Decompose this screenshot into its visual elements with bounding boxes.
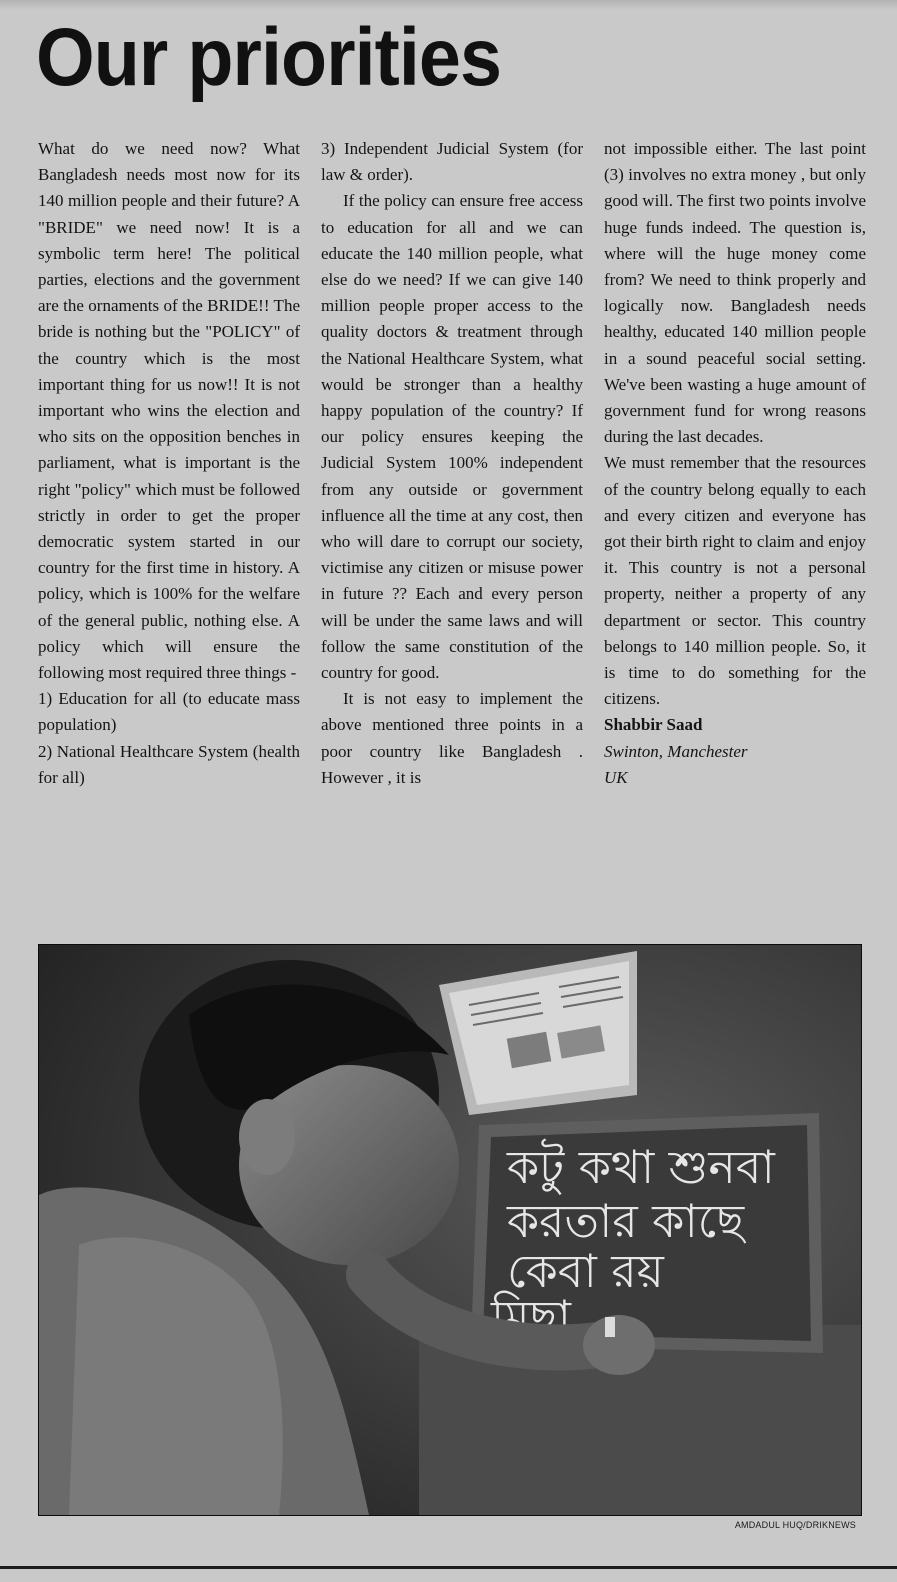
photo-credit: AMDADUL HUQ/DRIKNEWS <box>734 1520 856 1530</box>
paragraph: What do we need now? What Bangladesh needs most now for its 140 million people and their future? A "BRIDE" we need now! It is a symbolic term here! The political parties, elections and the government are the ornaments of the BRIDE!! The bride is nothing but the "POLICY" of the country which is the most important thing for us now!! It is not important who wins the election and who sits on the opposition benches in parliament, what is important is the right "policy" which must be followed strictly in order to get the proper democratic system started in our country for the first time in history. A policy, which is 100% for the welfare of the general public, nothing else. A policy which will ensure the following most required three things - <box>38 139 300 683</box>
author-country: UK <box>604 767 628 787</box>
column-3 <box>604 136 866 791</box>
paragraph: We must remember that the resources of the country belong equally to each and every citizen and everyone has got their birth right to claim and enjoy it. This country is not a personal property, neither a property of any department or sector. This country belongs to 140 million people. So, it is time to do something for the citizens. <box>604 453 866 709</box>
news-photo <box>38 944 862 1516</box>
slate-line: করতার কাছে <box>507 1194 745 1248</box>
paragraph: It is not easy to implement the above mentioned three points in a poor country like Bangladesh . However , it is <box>321 689 583 787</box>
list-item: 1) Education for all (to educate mass population) <box>38 689 300 735</box>
column-1 <box>38 136 300 791</box>
headline: Our priorities <box>36 12 502 103</box>
paragraph: If the policy can ensure free access to education for all and we can educate the 140 million people, what else do we need? If we can give 140 million people proper access to the quality doctors & treatment through the National Healthcare System, what would be stronger than a healthy happy population of the country? If our policy ensures keeping the Judicial System 100% independent from any outside or government influence all the time at any cost, then who will dare to corrupt our society, victimise any citizen or misuse power in future ?? Each and every person will be under the same laws and will follow the same constitution of the country for good. <box>321 191 583 683</box>
slate-line: মিছা <box>491 1290 571 1344</box>
list-item: 3) Independent Judicial System (for law & order). <box>321 139 583 185</box>
slate-line: কটু কথা শুনবা <box>507 1140 775 1194</box>
author-location: Swinton, Manchester <box>604 741 748 761</box>
photo-illustration <box>39 945 861 1515</box>
author-name: Shabbir Saad <box>604 715 703 735</box>
slate-line: কেবা রয় <box>507 1244 664 1298</box>
chalk-slate <box>471 1113 823 1353</box>
list-item: 2) National Healthcare System (health for all) <box>38 741 300 787</box>
paragraph: not impossible either. The last point (3) involves no extra money , but only good will. The first two points involve huge funds indeed. The question is, where will the huge money come from? We need to think properly and logically now. Bangladesh needs healthy, educated 140 million people in a sound peaceful social setting. We've been wasting a huge amount of government fund for wrong reasons during the last decades. <box>604 139 866 447</box>
column-2 <box>321 136 583 791</box>
bottom-rule <box>0 1566 897 1569</box>
